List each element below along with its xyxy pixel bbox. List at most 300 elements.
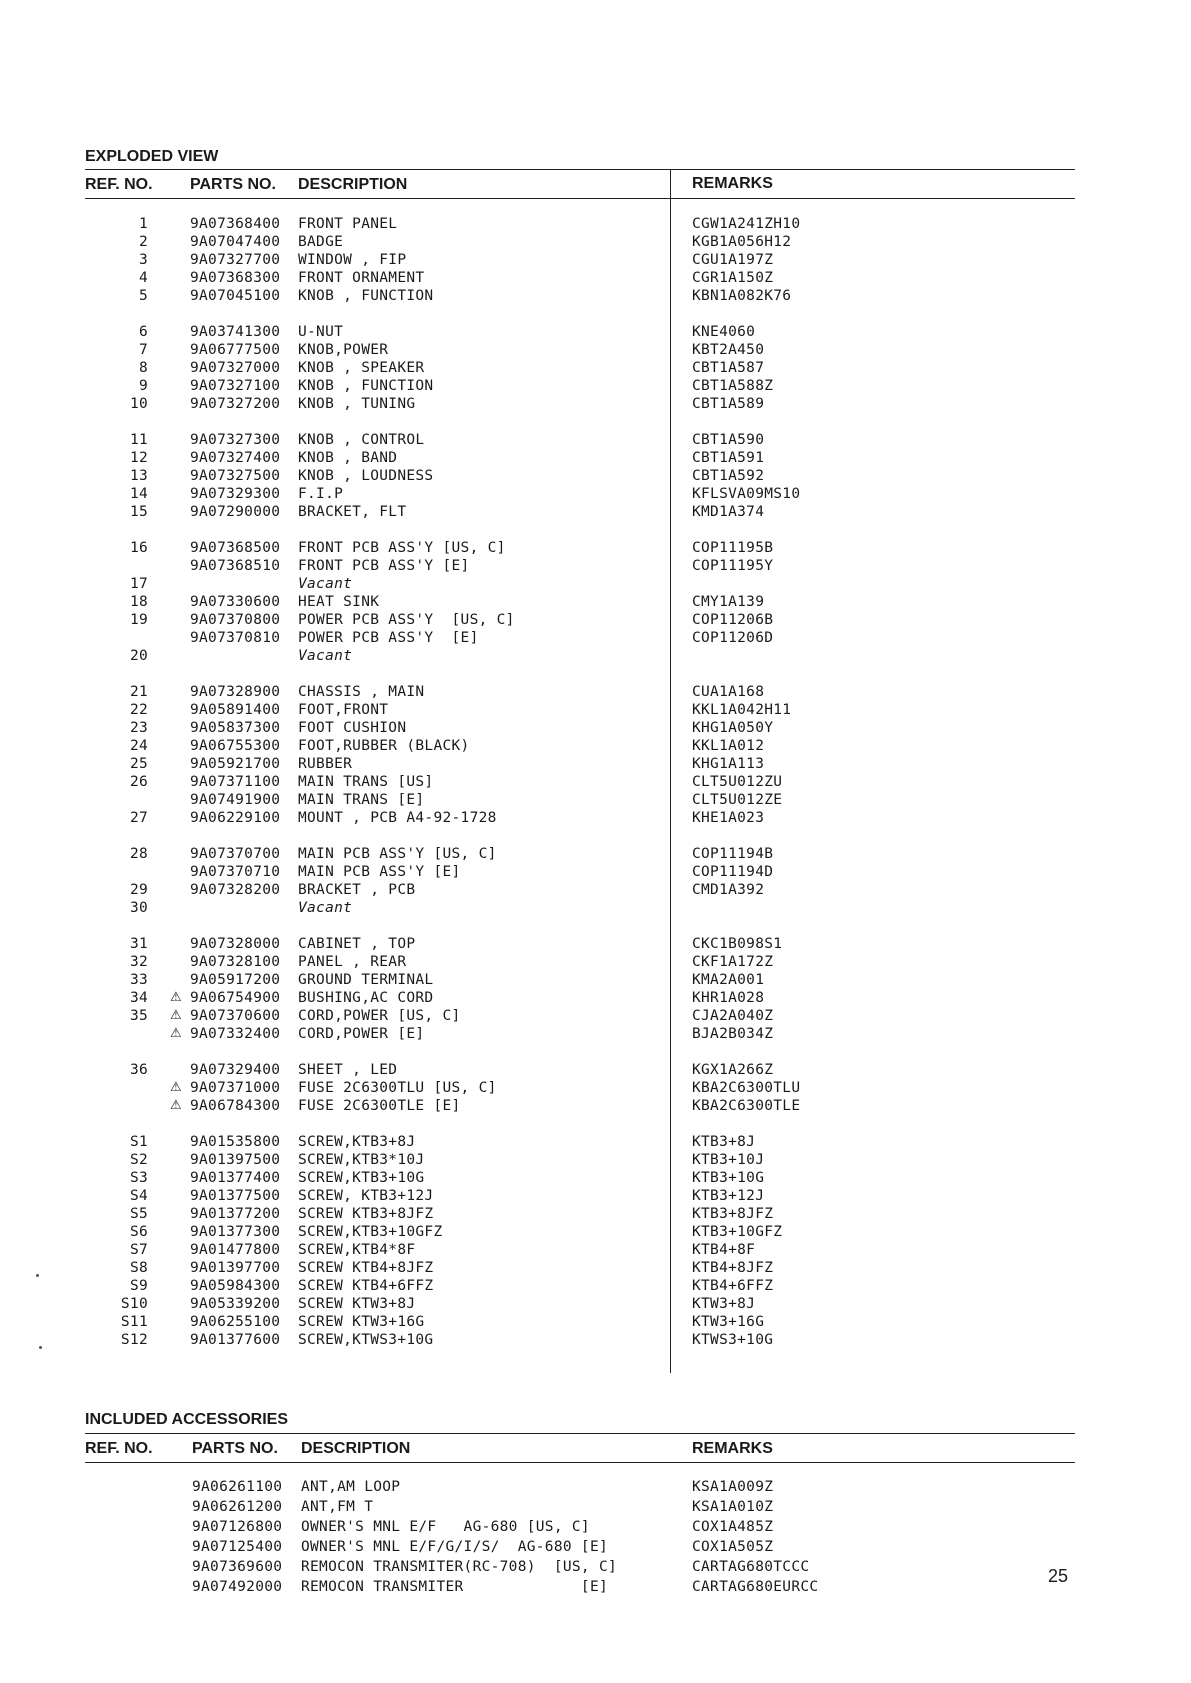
parts-no-cell: 9A06255100 [190,1314,281,1330]
remarks-cell: BJA2B034Z [692,1026,774,1042]
table-row [0,269,1191,287]
ref-no-header: REF. NO. [85,176,153,193]
table-row [0,485,1191,503]
description-cell: SCREW,KTB3*10J [298,1152,425,1168]
remarks-cell: KTB4+6FFZ [692,1278,774,1294]
table-row [0,341,1191,359]
table-row [0,683,1191,701]
remarks-cell: KGB1A056H12 [692,234,792,250]
ref-no-cell: 25 [129,756,148,772]
ref-no-cell: 29 [129,882,148,898]
table-row [0,971,1191,989]
table-row [0,431,1191,449]
description-cell: CHASSIS , MAIN [298,684,425,700]
safety-warning-icon: ⚠ [170,1098,182,1113]
ref-no-cell: 2 [138,234,148,250]
table-row [0,1079,1191,1097]
ref-no-cell: 33 [129,972,148,988]
ref-no-cell: S5 [129,1206,148,1222]
remarks-cell: KNE4060 [692,324,756,340]
description-cell: FOOT,RUBBER (BLACK) [298,738,470,754]
remarks-cell: COP11206B [692,612,774,628]
description-cell: REMOCON TRANSMITER(RC-708) [US, C] [301,1559,618,1575]
table-row [0,251,1191,269]
ref-no-cell: 21 [129,684,148,700]
table-row [0,1313,1191,1331]
safety-warning-icon: ⚠ [170,990,182,1005]
table-row [0,1557,1191,1577]
remarks-cell: CBT1A592 [692,468,765,484]
ref-no-cell: 19 [129,612,148,628]
remarks-cell: KTW3+8J [692,1296,756,1312]
description-cell: KNOB , CONTROL [298,432,425,448]
acc-description-header: DESCRIPTION [301,1440,411,1457]
page-number: 25 [1048,1566,1069,1586]
table-row [0,575,1191,593]
parts-no-cell: 9A07327500 [190,468,281,484]
description-cell: OWNER'S MNL E/F/G/I/S/ AG-680 [E] [301,1539,609,1555]
description-cell: SCREW KTB4+6FFZ [298,1278,434,1294]
parts-no-cell: 9A07328100 [190,954,281,970]
parts-no-cell: 9A01377500 [190,1188,281,1204]
remarks-cell: CARTAG680EURCC [692,1579,819,1595]
description-cell: KNOB , BAND [298,450,398,466]
ref-no-cell: 30 [129,900,148,916]
exploded-view-title: EXPLODED VIEW [85,148,219,165]
remarks-cell: KSA1A010Z [692,1499,774,1515]
table-row [0,1169,1191,1187]
description-cell: FRONT ORNAMENT [298,270,425,286]
table-row [0,359,1191,377]
safety-warning-icon: ⚠ [170,1080,182,1095]
table-row [0,539,1191,557]
ref-no-cell: 14 [129,486,148,502]
remarks-cell: COP11206D [692,630,774,646]
acc-parts-no-header: PARTS NO. [192,1440,278,1457]
description-cell: BRACKET, FLT [298,504,407,520]
parts-no-cell: 9A07329400 [190,1062,281,1078]
table-row [0,557,1191,575]
parts-no-cell: 9A07329300 [190,486,281,502]
table-row [0,287,1191,305]
table-row [0,1223,1191,1241]
ref-no-cell: S7 [129,1242,148,1258]
table-row [0,773,1191,791]
parts-no-cell: 9A07370800 [190,612,281,628]
ref-no-cell: 6 [138,324,148,340]
ref-no-cell: S4 [129,1188,148,1204]
remarks-cell: KHE1A023 [692,810,765,826]
table-row [0,845,1191,863]
parts-no-cell: 9A01377400 [190,1170,281,1186]
table-row [0,1295,1191,1313]
remarks-cell: KTWS3+10G [692,1332,774,1348]
parts-no-cell: 9A06261200 [192,1499,283,1515]
parts-no-cell: 9A07370710 [190,864,281,880]
table-row [0,1477,1191,1497]
remarks-cell: KBA2C6300TLU [692,1080,801,1096]
remarks-cell: CJA2A040Z [692,1008,774,1024]
ref-no-cell: 15 [129,504,148,520]
remarks-cell: CBT1A588Z [692,378,774,394]
remarks-cell: KHG1A050Y [692,720,774,736]
description-cell: RUBBER [298,756,353,772]
description-cell: ANT,FM T [301,1499,374,1515]
parts-no-cell: 9A07047400 [190,234,281,250]
ref-no-cell: 12 [129,450,148,466]
table-row [0,215,1191,233]
remarks-cell: COP11194B [692,846,774,862]
description-cell: F.I.P [298,486,344,502]
ref-no-cell: S9 [129,1278,148,1294]
description-cell: HEAT SINK [298,594,380,610]
table-row [0,1331,1191,1349]
remarks-cell: KMA2A001 [692,972,765,988]
table-row [0,881,1191,899]
parts-no-cell: 9A07327400 [190,450,281,466]
table-row [0,989,1191,1007]
ref-no-cell: 31 [129,936,148,952]
description-cell: CORD,POWER [E] [298,1026,425,1042]
ref-no-cell: 17 [129,576,148,592]
remarks-cell: KTB3+8JFZ [692,1206,774,1222]
remarks-cell: KTB3+10GFZ [692,1224,783,1240]
group-spacer [0,1043,1191,1061]
parts-no-header: PARTS NO. [190,176,276,193]
description-cell: KNOB , SPEAKER [298,360,425,376]
table-row [0,755,1191,773]
description-cell: MAIN PCB ASS'Y [US, C] [298,846,497,862]
ref-no-cell: S8 [129,1260,148,1276]
parts-no-cell: 9A07290000 [190,504,281,520]
parts-no-cell: 9A01377600 [190,1332,281,1348]
parts-no-cell: 9A07370810 [190,630,281,646]
parts-no-cell: 9A06777500 [190,342,281,358]
exploded-view-table [0,215,1191,1349]
table-row [0,467,1191,485]
ref-no-cell: S3 [129,1170,148,1186]
table-row [0,395,1191,413]
description-cell: WINDOW , FIP [298,252,407,268]
table-row [0,791,1191,809]
remarks-cell: CLT5U012ZU [692,774,783,790]
remarks-cell: KHG1A113 [692,756,765,772]
remarks-cell: CMD1A392 [692,882,765,898]
parts-no-cell: 9A07370600 [190,1008,281,1024]
remarks-cell: KSA1A009Z [692,1479,774,1495]
description-cell: BADGE [298,234,344,250]
ref-no-cell: 8 [138,360,148,376]
remarks-cell: KBN1A082K76 [692,288,792,304]
table-row [0,323,1191,341]
parts-no-cell: 9A07328000 [190,936,281,952]
parts-no-cell: 9A07492000 [192,1579,283,1595]
remarks-cell: KHR1A028 [692,990,765,1006]
description-cell: FRONT PANEL [298,216,398,232]
safety-warning-icon: ⚠ [170,1026,182,1041]
parts-no-cell: 9A06261100 [192,1479,283,1495]
ref-no-cell: S6 [129,1224,148,1240]
ref-no-cell: 5 [138,288,148,304]
remarks-cell: KTB4+8F [692,1242,756,1258]
description-cell: FUSE 2C6300TLU [US, C] [298,1080,497,1096]
remarks-cell: KMD1A374 [692,504,765,520]
remarks-cell: KTB3+10J [692,1152,765,1168]
parts-no-cell: 9A07369600 [192,1559,283,1575]
remarks-cell: CBT1A591 [692,450,765,466]
table-row [0,1577,1191,1597]
description-cell: SCREW, KTB3+12J [298,1188,434,1204]
parts-no-cell: 9A07368510 [190,558,281,574]
table-row [0,953,1191,971]
remarks-cell: CARTAG680TCCC [692,1559,810,1575]
parts-no-cell: 9A07370700 [190,846,281,862]
table-row [0,629,1191,647]
description-cell: MAIN TRANS [E] [298,792,425,808]
description-cell: POWER PCB ASS'Y [E] [298,630,479,646]
remarks-cell: CGW1A241ZH10 [692,216,801,232]
remarks-cell: CGR1A150Z [692,270,774,286]
remarks-cell: CKC1B098S1 [692,936,783,952]
description-cell: FUSE 2C6300TLE [E] [298,1098,461,1114]
parts-no-cell: 9A01477800 [190,1242,281,1258]
description-cell: SCREW,KTB4*8F [298,1242,416,1258]
parts-no-cell: 9A01397700 [190,1260,281,1276]
ref-no-cell: S12 [120,1332,148,1348]
table-row [0,1133,1191,1151]
remarks-cell: CGU1A197Z [692,252,774,268]
accessories-header-bottom-rule [85,1462,1075,1463]
remarks-cell: CLT5U012ZE [692,792,783,808]
acc-remarks-header: REMARKS [692,1440,773,1457]
parts-no-cell: 9A07371100 [190,774,281,790]
scan-speck [36,1274,39,1277]
parts-no-cell: 9A06755300 [190,738,281,754]
ref-no-cell: S11 [120,1314,148,1330]
description-cell: KNOB , LOUDNESS [298,468,434,484]
remarks-cell: COX1A505Z [692,1539,774,1555]
description-cell: SCREW KTW3+16G [298,1314,425,1330]
remarks-cell: COX1A485Z [692,1519,774,1535]
description-cell: MOUNT , PCB A4-92-1728 [298,810,497,826]
table-row [0,377,1191,395]
description-cell: Vacant [298,576,353,592]
remarks-cell: COP11194D [692,864,774,880]
group-spacer [0,413,1191,431]
parts-no-cell: 9A07491900 [190,792,281,808]
parts-no-cell: 9A01535800 [190,1134,281,1150]
parts-no-cell: 9A07368300 [190,270,281,286]
ref-no-cell: 20 [129,648,148,664]
parts-no-cell: 9A05984300 [190,1278,281,1294]
parts-no-cell: 9A05339200 [190,1296,281,1312]
ref-no-cell: 36 [129,1062,148,1078]
table-row [0,611,1191,629]
description-cell: BRACKET , PCB [298,882,416,898]
remarks-cell: COP11195Y [692,558,774,574]
table-row [0,719,1191,737]
remarks-cell: CKF1A172Z [692,954,774,970]
group-spacer [0,1115,1191,1133]
description-cell: POWER PCB ASS'Y [US, C] [298,612,515,628]
parts-no-cell: 9A07368400 [190,216,281,232]
description-cell: ANT,AM LOOP [301,1479,401,1495]
description-cell: KNOB , TUNING [298,396,416,412]
parts-no-cell: 9A07327700 [190,252,281,268]
parts-no-cell: 9A06784300 [190,1098,281,1114]
remarks-cell: KTB3+8J [692,1134,756,1150]
table-row [0,1517,1191,1537]
scan-speck [39,1346,42,1349]
ref-no-cell: 11 [129,432,148,448]
ref-no-cell: 26 [129,774,148,790]
description-cell: GROUND TERMINAL [298,972,434,988]
parts-no-cell: 9A07328200 [190,882,281,898]
group-spacer [0,665,1191,683]
description-cell: FRONT PCB ASS'Y [US, C] [298,540,506,556]
remarks-cell: KTB4+8JFZ [692,1260,774,1276]
description-cell: SCREW KTW3+8J [298,1296,416,1312]
table-row [0,1241,1191,1259]
ref-no-cell: 7 [138,342,148,358]
parts-no-cell: 9A05891400 [190,702,281,718]
ref-no-cell: 10 [129,396,148,412]
description-cell: MAIN TRANS [US] [298,774,434,790]
description-cell: KNOB , FUNCTION [298,378,434,394]
description-header: DESCRIPTION [298,176,408,193]
ref-no-cell: 13 [129,468,148,484]
parts-no-cell: 9A07368500 [190,540,281,556]
description-cell: REMOCON TRANSMITER [E] [301,1579,609,1595]
description-cell: SCREW,KTB3+10GFZ [298,1224,443,1240]
ref-no-cell: 24 [129,738,148,754]
remarks-cell: CBT1A590 [692,432,765,448]
table-row [0,1187,1191,1205]
remarks-cell: KKL1A012 [692,738,765,754]
table-row [0,1025,1191,1043]
table-row [0,1061,1191,1079]
ref-no-cell: 34 [129,990,148,1006]
remarks-cell: KTB3+12J [692,1188,765,1204]
table-row [0,647,1191,665]
ref-no-cell: S10 [120,1296,148,1312]
parts-no-cell: 9A07327200 [190,396,281,412]
ref-no-cell: 1 [138,216,148,232]
table-row [0,899,1191,917]
description-cell: Vacant [298,648,353,664]
description-cell: KNOB , FUNCTION [298,288,434,304]
description-cell: MAIN PCB ASS'Y [E] [298,864,461,880]
parts-no-cell: 9A07371000 [190,1080,281,1096]
remarks-cell: CBT1A587 [692,360,765,376]
ref-no-cell: 32 [129,954,148,970]
ref-no-cell: 23 [129,720,148,736]
parts-no-cell: 9A05837300 [190,720,281,736]
table-row [0,593,1191,611]
parts-no-cell: 9A01377200 [190,1206,281,1222]
table-row [0,809,1191,827]
group-spacer [0,521,1191,539]
table-row [0,1497,1191,1517]
group-spacer [0,305,1191,323]
parts-no-cell: 9A06754900 [190,990,281,1006]
description-cell: SCREW,KTB3+8J [298,1134,416,1150]
description-cell: FRONT PCB ASS'Y [E] [298,558,470,574]
parts-no-cell: 9A03741300 [190,324,281,340]
table-row [0,1537,1191,1557]
remarks-cell: KFLSVA09MS10 [692,486,801,502]
table-row [0,1151,1191,1169]
parts-no-cell: 9A07327300 [190,432,281,448]
table-row [0,1007,1191,1025]
description-cell: CABINET , TOP [298,936,416,952]
acc-ref-no-header: REF. NO. [85,1440,153,1457]
parts-no-cell: 9A01377300 [190,1224,281,1240]
description-cell: SHEET , LED [298,1062,398,1078]
description-cell: BUSHING,AC CORD [298,990,434,1006]
table-row [0,863,1191,881]
ref-no-cell: 35 [129,1008,148,1024]
parts-no-cell: 9A07125400 [192,1539,283,1555]
table-row [0,449,1191,467]
description-cell: SCREW,KTB3+10G [298,1170,425,1186]
description-cell: FOOT CUSHION [298,720,407,736]
parts-no-cell: 9A07328900 [190,684,281,700]
parts-no-cell: 9A07327000 [190,360,281,376]
table-row [0,233,1191,251]
accessories-title: INCLUDED ACCESSORIES [85,1411,288,1428]
table-row [0,1097,1191,1115]
ref-no-cell: 28 [129,846,148,862]
remarks-header: REMARKS [692,175,773,192]
parts-no-cell: 9A05917200 [190,972,281,988]
ref-no-cell: 4 [138,270,148,286]
ref-no-cell: 18 [129,594,148,610]
table-row [0,1277,1191,1295]
description-cell: OWNER'S MNL E/F AG-680 [US, C] [301,1519,590,1535]
description-cell: CORD,POWER [US, C] [298,1008,461,1024]
table-row [0,935,1191,953]
group-spacer [0,827,1191,845]
header-bottom-rule [85,198,1075,199]
table-row [0,1205,1191,1223]
ref-no-cell: 3 [138,252,148,268]
parts-no-cell: 9A07330600 [190,594,281,610]
ref-no-cell: S1 [129,1134,148,1150]
accessories-table [0,1477,1191,1597]
safety-warning-icon: ⚠ [170,1008,182,1023]
parts-no-cell: 9A05921700 [190,756,281,772]
remarks-cell: KGX1A266Z [692,1062,774,1078]
table-row [0,701,1191,719]
remarks-cell: COP11195B [692,540,774,556]
remarks-cell: KBA2C6300TLE [692,1098,801,1114]
header-top-rule [85,169,1075,170]
parts-no-cell: 9A07126800 [192,1519,283,1535]
table-row [0,503,1191,521]
description-cell: SCREW KTB4+8JFZ [298,1260,434,1276]
remarks-cell: KBT2A450 [692,342,765,358]
ref-no-cell: 27 [129,810,148,826]
accessories-header-top-rule [85,1433,1075,1434]
remarks-cell: KKL1A042H11 [692,702,792,718]
ref-no-cell: S2 [129,1152,148,1168]
group-spacer [0,917,1191,935]
ref-no-cell: 22 [129,702,148,718]
remarks-cell: KTW3+16G [692,1314,765,1330]
description-cell: PANEL , REAR [298,954,407,970]
description-cell: U-NUT [298,324,344,340]
